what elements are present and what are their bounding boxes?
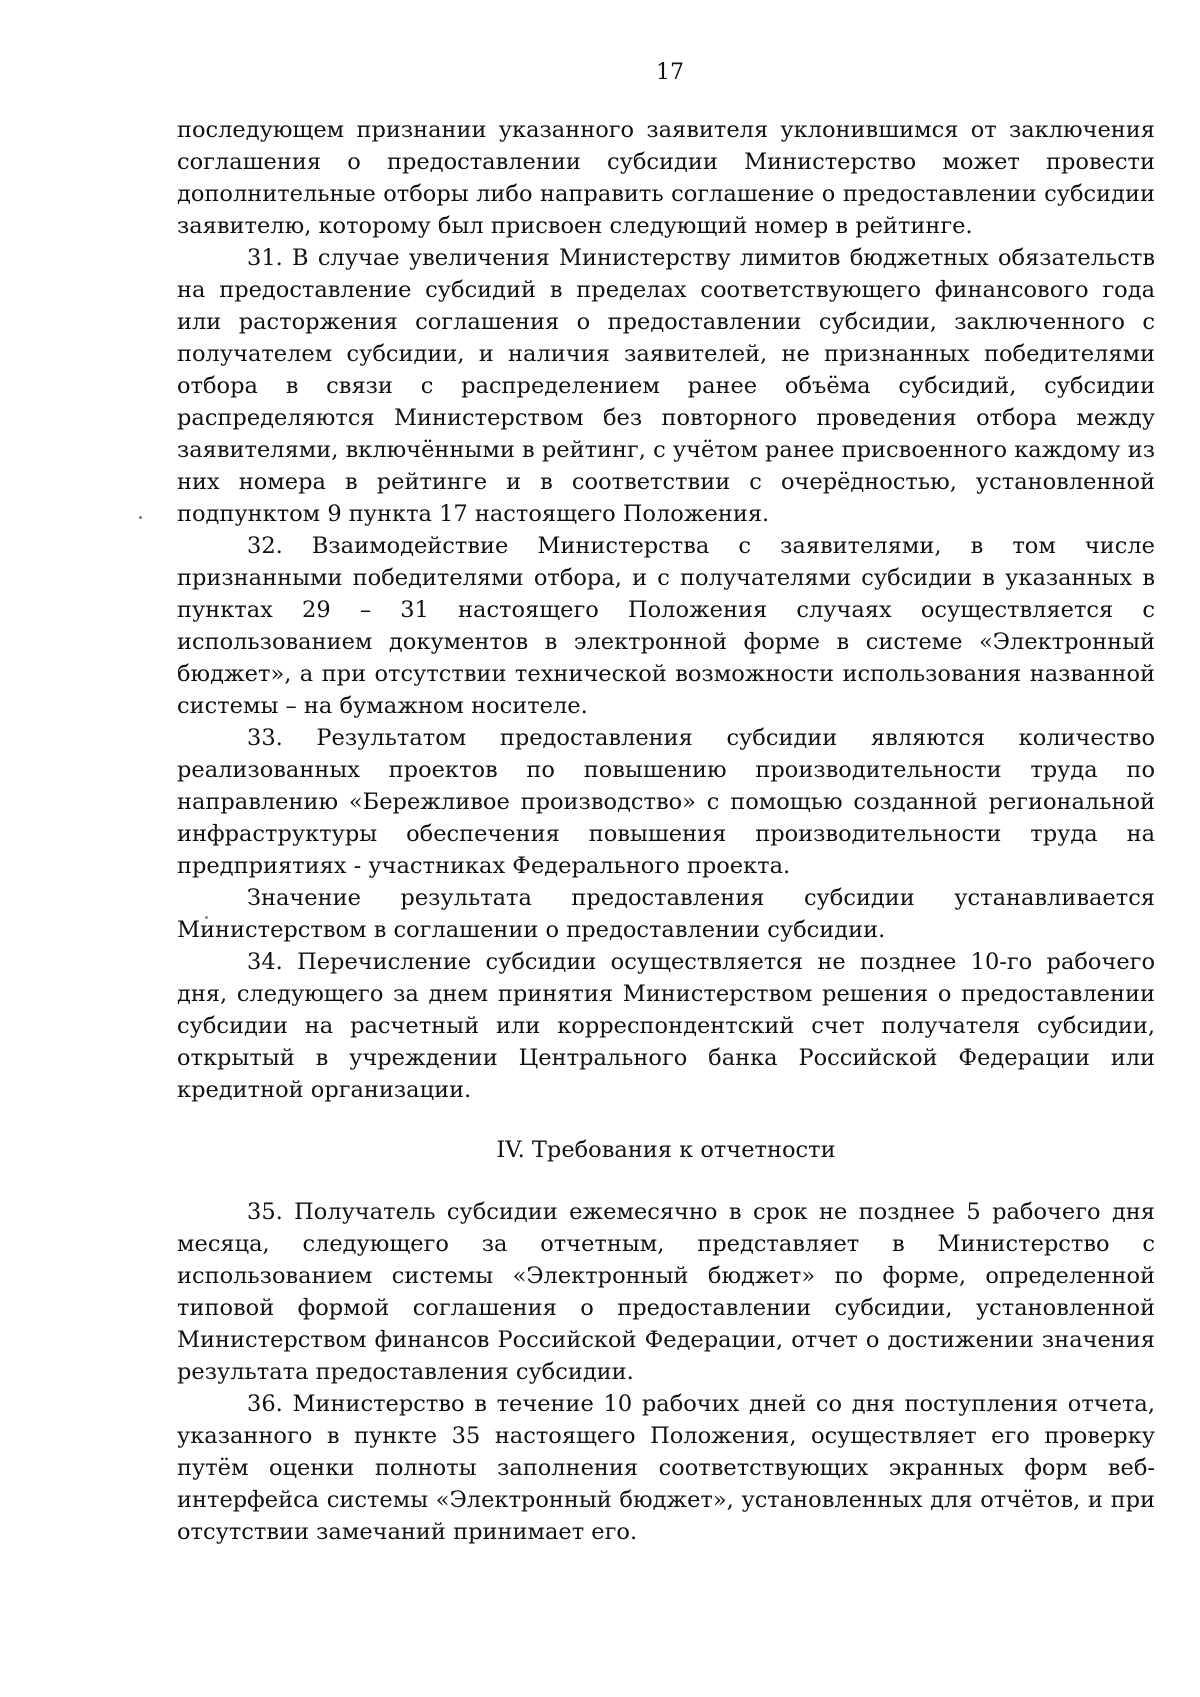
- paragraph-36: 36. Министерство в течение 10 рабочих дней со дня поступления отчета, указанного в пункте 35 настоящего Положения, осуществляет его проверку путём оценки полноты заполнения соответствующих экранных форм веб-интерфейса системы «Электронный бюджет», установленных для отчётов, и при отсутствии замечаний принимает его.: [177, 1391, 1155, 1545]
- paragraph-31: 31. В случае увеличения Министерству лимитов бюджетных обязательств на предоставление субсидий в пределах соответствующего финансового года или расторжения соглашения о предоставлении субсидии, заключенного с получателем субсидии, и наличия заявителей, не признанных победителями отбора в связи с распределением ранее объёма субсидий, субсидии распределяются Министерством без повторного проведения отбора между заявителями, включёнными в рейтинг, с учётом ранее присвоенного каждому из них номера в рейтинге и в соответствии с очерёдностью, установленной подпунктом 9 пункта 17 настоящего Положения.: [177, 245, 1155, 527]
- paragraph-32: 32. Взаимодействие Министерства с заявителями, в том числе признанными победителями отбора, и с получателями субсидии в указанных в пунктах 29 – 31 настоящего Положения случаях осуществляется с использованием документов в электронной форме в системе «Электронный бюджет», а при отсутствии технической возможности использования названной системы – на бумажном носителе.: [177, 533, 1155, 719]
- section-heading: IV. Требования к отчетности: [496, 1137, 836, 1163]
- paragraph-34: 34. Перечисление субсидии осуществляется не позднее 10-го рабочего дня, следующего за днем принятия Министерством решения о предоставлении субсидии на расчетный или корреспондентский счет получателя субсидии, открытый в учреждении Центрального банка Российской Федерации или кредитной организации.: [177, 949, 1155, 1103]
- paragraph-33: 33. Результатом предоставления субсидии являются количество реализованных проектов по повышению производительности труда по направлению «Бережливое производство» с помощью созданной региональной инфраструктуры обеспечения повышения производительности труда на предприятиях - участниках Федерального проекта.: [177, 725, 1155, 879]
- scan-artifact-dot: [139, 516, 142, 519]
- paragraph-continuation: последующем признании указанного заявителя уклонившимся от заключения соглашения о предоставлении субсидии Министерство может провести дополнительные отборы либо направить соглашение о предоставлении субсидии заявителю, которому был присвоен следующий номер в рейтинге.: [177, 117, 1155, 239]
- paragraph-35: 35. Получатель субсидии ежемесячно в срок не позднее 5 рабочего дня месяца, следующего за отчетным, представляет в Министерство с использованием системы «Электронный бюджет» по форме, определенной типовой формой соглашения о предоставлении субсидии, установленной Министерством финансов Российской Федерации, отчет о достижении значения результата предоставления субсидии.: [177, 1199, 1155, 1385]
- paragraph-33-result-value: Значение результата предоставления субсидии устанавливается Министерством в соглашении о предоставлении субсидии.: [177, 885, 1155, 943]
- document-body: [177, 114, 1155, 1548]
- page-number: 17: [656, 60, 684, 85]
